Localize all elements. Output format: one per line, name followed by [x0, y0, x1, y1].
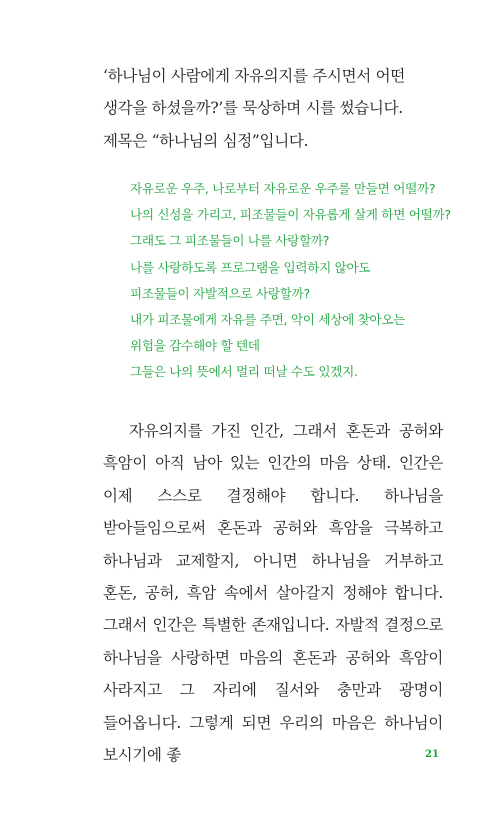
poem-block	[130, 176, 460, 386]
poem-line: 자유로운 우주, 나로부터 자유로운 우주를 만들면 어떨까?	[130, 181, 436, 196]
poem-line: 나의 신성을 가리고, 피조물들이 자유롭게 살게 하면 어떨까?	[130, 207, 451, 223]
poem-line: 내가 피조물에게 자유를 주면, 악이 세상에 찾아오는	[130, 312, 406, 328]
poem-line: 나를 사랑하도록 프로그램을 입력하지 않아도	[130, 259, 371, 275]
poem-line: 위험을 감수해야 할 텐데	[130, 338, 260, 354]
poem-line: 피조물들이 자발적으로 사랑할까?	[130, 285, 310, 301]
intro-paragraph: ‘하나님이 사람에게 자유의지를 주시면서 어떤 생각을 하셨을까?’를 묵상하며 시를 썼습니다. 제목은 “하나님의 심정”입니다.	[103, 67, 405, 150]
page-number: 21	[425, 749, 439, 760]
poem-line: 그들은 나의 뜻에서 멀리 떠날 수도 있겠지.	[130, 364, 358, 380]
body-paragraph: 자유의지를 가진 인간, 그래서 혼돈과 공허와 흑암이 아직 남아 있는 인간의 마음 상태. 인간은 이제 스스로 결정해야 합니다. 하나님을 받아들임으로써 혼돈과 공허와 흑암을 극복하고 하나님과 교제할지, 아니면 하나님을 거부하고 혼돈, 공허, 흑암 속에서 살아갈지 정해야 합니다. 그래서 인간은 특별한 존재입니다. 자발적 결정으로 하나님을 사랑하면 마음의 혼돈과 공허와 흑암이 사라지고 그 자리에 질서와 충만과 광명이 들어옵니다. 그렇게 되면 우리의 마음은 하나님이 보시기에 좋	[103, 422, 443, 765]
poem-line: 그래도 그 피조물들이 나를 사랑할까?	[130, 233, 330, 249]
